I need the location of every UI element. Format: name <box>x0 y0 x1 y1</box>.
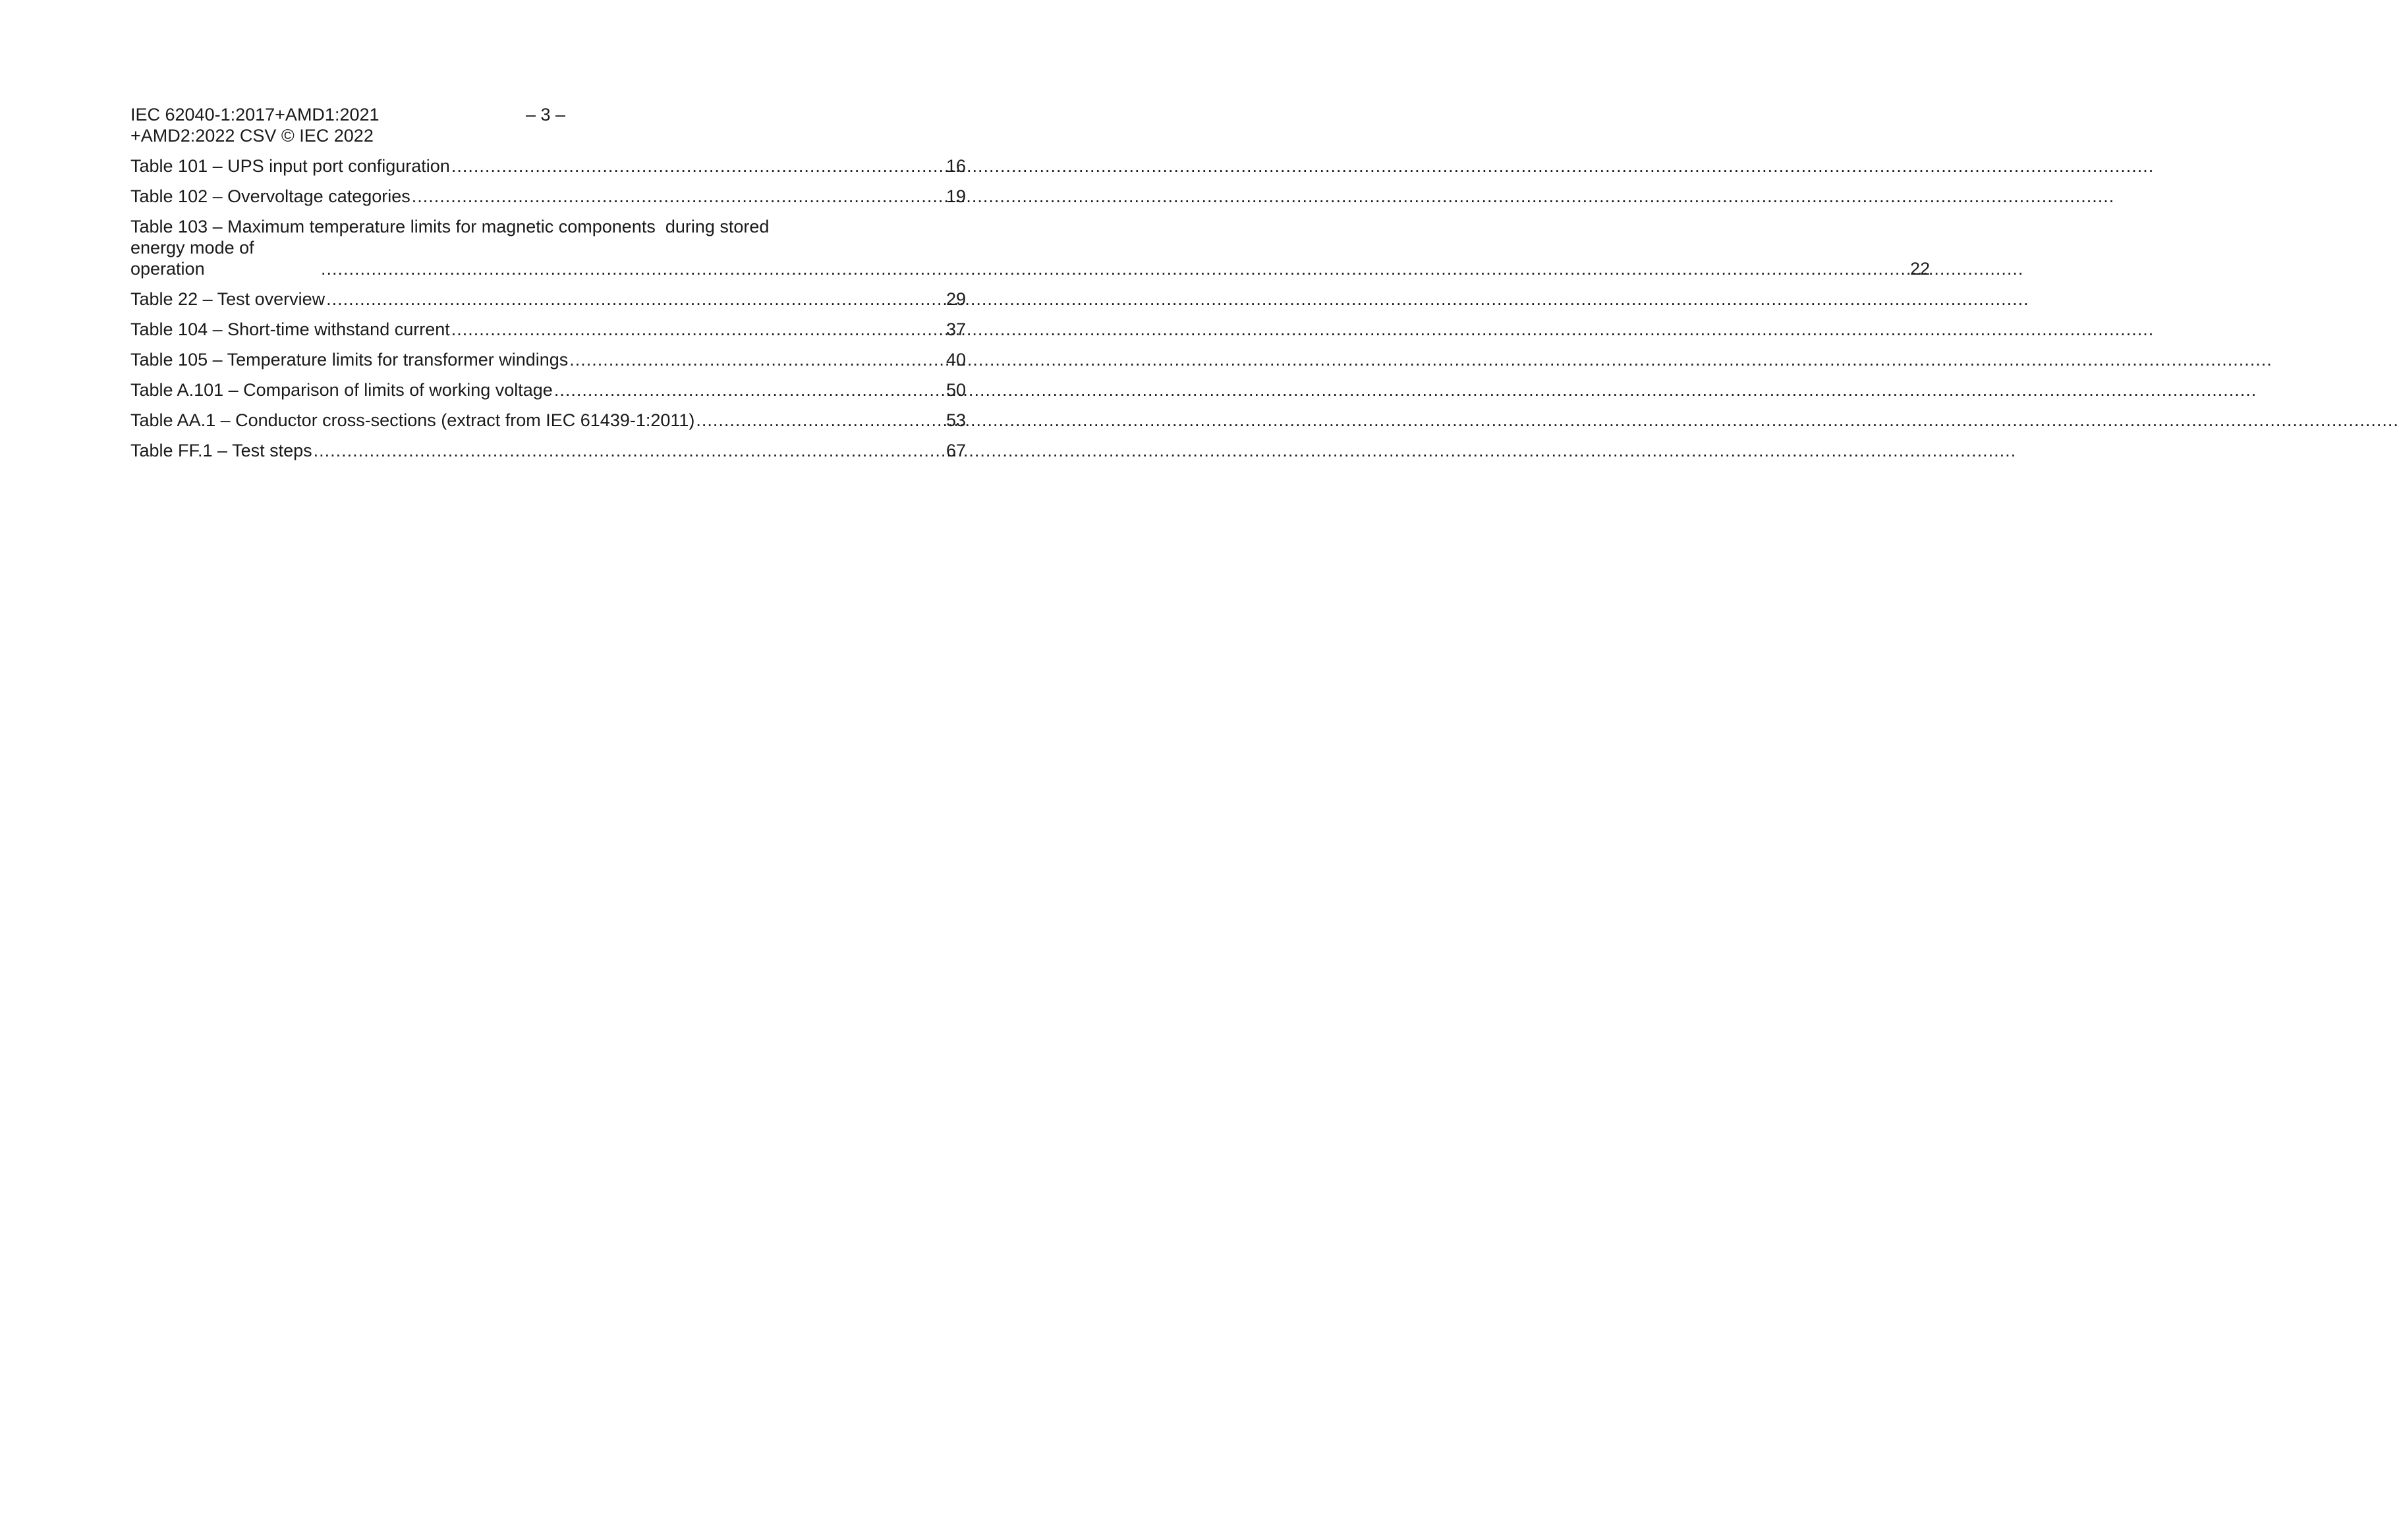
standard-line-2: +AMD2:2022 CSV © IEC 2022 <box>130 126 374 146</box>
toc-entry-page: 29 <box>945 289 966 309</box>
toc-entry-title: Table 104 – Short-time withstand current <box>130 319 450 339</box>
toc-entry-table-102[interactable] <box>130 186 966 207</box>
dot-leader <box>321 258 1909 279</box>
toc-entry-page: 53 <box>945 410 966 430</box>
toc-entry-page: 22 <box>1910 259 1931 279</box>
toc-entry-title: Table FF.1 – Test steps <box>130 441 312 460</box>
page-number: – 3 – <box>526 105 566 124</box>
toc-entry-table-104[interactable] <box>130 319 966 340</box>
dot-leader <box>569 349 945 370</box>
toc-entry-page: 19 <box>945 186 966 206</box>
toc-entry-title: Table 22 – Test overview <box>130 289 325 309</box>
toc-entry-title: Table A.101 – Comparison of limits of working voltage <box>130 380 553 400</box>
dot-leader <box>326 289 945 310</box>
toc-entry-table-101[interactable] <box>130 155 966 177</box>
dot-leader <box>451 319 945 340</box>
toc-entry-title-block <box>130 216 1930 279</box>
dot-leader <box>412 186 945 207</box>
toc-entry-page: 16 <box>945 156 966 176</box>
toc-entry-table-ff1[interactable] <box>130 440 966 461</box>
toc-entry-last-line <box>130 237 1930 279</box>
standard-designation <box>130 104 380 146</box>
list-of-tables <box>130 155 1931 470</box>
dot-leader <box>314 440 945 461</box>
dot-leader <box>696 410 945 431</box>
toc-entry-table-22[interactable] <box>130 289 966 310</box>
dot-leader <box>554 379 945 400</box>
toc-entry-title: Table 102 – Overvoltage categories <box>130 186 410 206</box>
toc-entry-title: Table 101 – UPS input port configuration <box>130 156 450 176</box>
toc-entry-page: 37 <box>945 319 966 339</box>
toc-entry-table-105[interactable] <box>130 349 966 370</box>
toc-entry-table-aa1[interactable] <box>130 410 966 431</box>
toc-entry-table-a101[interactable] <box>130 379 966 400</box>
toc-entry-page: 67 <box>945 441 966 460</box>
dot-leader <box>451 155 945 177</box>
toc-entry-page: 50 <box>945 380 966 400</box>
toc-entry-title-line-2: energy mode of operation <box>130 238 260 279</box>
toc-entry-page: 40 <box>945 350 966 370</box>
toc-entry-table-103[interactable] <box>130 216 1931 279</box>
toc-entry-title-line-1: Table 103 – Maximum temperature limits for magnetic components during stored <box>130 217 770 236</box>
standard-line-1: IEC 62040-1:2017+AMD1:2021 <box>130 105 380 124</box>
toc-entry-title: Table AA.1 – Conductor cross-sections (extract from IEC 61439-1:2011) <box>130 410 695 430</box>
toc-entry-title: Table 105 – Temperature limits for transformer windings <box>130 350 569 370</box>
